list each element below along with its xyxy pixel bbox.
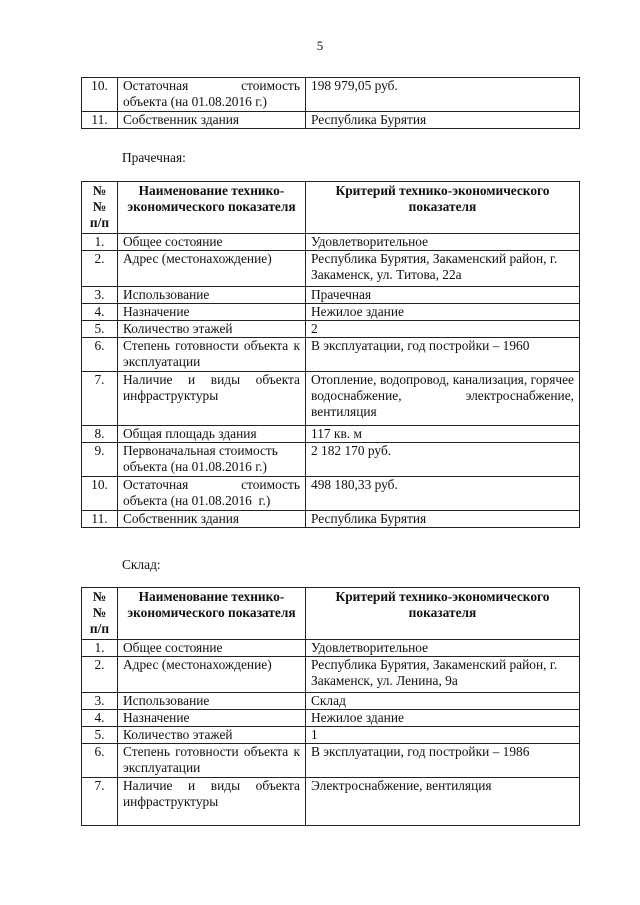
row-number: 3. [82,287,118,304]
row-value: Склад [306,693,580,710]
row-number: 8. [82,426,118,443]
header-number: №№ п/п [82,182,118,234]
row-name-part: стоимость [241,477,300,492]
row-value: Нежилое здание [306,710,580,727]
row-name-part: стоимость [241,78,300,93]
header-name: Наименование технико-экономического показателя [118,182,306,234]
warehouse-table [81,587,580,826]
table-row [82,744,580,778]
row-name [118,78,306,112]
row-value: 2 [306,321,580,338]
row-name: Общая площадь здания [118,426,306,443]
section-heading-warehouse: Склад: [122,557,161,572]
header-name: Наименование технико-экономического показателя [118,588,306,640]
table-row [82,443,580,477]
row-number: 10. [82,78,118,112]
row-name-part: Остаточная [123,477,189,492]
row-number: 2. [82,251,118,287]
row-value: Республика Бурятия, Закаменский район, г. Закаменск, ул. Ленина, 9а [306,657,580,693]
row-name: Собственник здания [118,112,306,129]
row-name: Собственник здания [118,511,306,528]
row-value: В эксплуатации, год постройки – 1960 [306,338,580,372]
row-number: 4. [82,304,118,321]
row-value: 117 кв. м [306,426,580,443]
table-row [82,778,580,826]
row-name: Адрес (местонахождение) [118,251,306,287]
row-value: Республика Бурятия [306,511,580,528]
row-number: 5. [82,727,118,744]
row-name: Общее состояние [118,640,306,657]
table-row [82,511,580,528]
table-row [82,251,580,287]
row-name-part: объекта (на 01.08.2016 г.) [123,493,271,508]
table-row [82,78,580,112]
row-number: 7. [82,778,118,826]
row-name [118,477,306,511]
continuation-table [81,77,580,129]
table-row [82,640,580,657]
row-name: Общее состояние [118,234,306,251]
header-value: Критерий технико-экономического показателя [306,588,580,640]
row-name: Использование [118,287,306,304]
row-value: Нежилое здание [306,304,580,321]
table-row [82,304,580,321]
row-number: 10. [82,477,118,511]
row-number: 2. [82,657,118,693]
row-value: 498 180,33 руб. [306,477,580,511]
row-number: 1. [82,234,118,251]
table-row [82,321,580,338]
row-number: 11. [82,112,118,129]
header-value: Критерий технико-экономического показателя [306,182,580,234]
row-value: 1 [306,727,580,744]
table-row [82,426,580,443]
table-header-row [82,182,580,234]
row-name: Назначение [118,710,306,727]
row-number: 1. [82,640,118,657]
row-name-part: Остаточная [123,78,189,93]
row-name: Использование [118,693,306,710]
row-number: 9. [82,443,118,477]
row-name: Первоначальная стоимость объекта (на 01.08.2016 г.) [118,443,306,477]
table-row [82,657,580,693]
laundry-table [81,181,580,528]
table-row [82,234,580,251]
table-row [82,287,580,304]
row-number: 4. [82,710,118,727]
row-name: Степень готовности объекта к эксплуатации [118,744,306,778]
row-value: В эксплуатации, год постройки – 1986 [306,744,580,778]
row-number: 6. [82,744,118,778]
table-row [82,710,580,727]
page-number: 5 [316,38,324,53]
table-row [82,727,580,744]
row-value: Электроснабжение, вентиляция [306,778,580,826]
row-name: Количество этажей [118,321,306,338]
row-number: 5. [82,321,118,338]
table-row [82,693,580,710]
row-value: Удовлетворительное [306,640,580,657]
row-value: 2 182 170 руб. [306,443,580,477]
row-number: 7. [82,372,118,426]
row-name: Назначение [118,304,306,321]
row-value: 198 979,05 руб. [306,78,580,112]
table-row [82,372,580,426]
section-heading-laundry: Прачечная: [122,150,186,165]
row-name: Количество этажей [118,727,306,744]
table-row [82,477,580,511]
row-name: Наличие и виды объекта инфраструктуры [118,372,306,426]
row-value: Республика Бурятия, Закаменский район, г. Закаменск, ул. Титова, 22а [306,251,580,287]
row-value: Республика Бурятия [306,112,580,129]
row-number: 6. [82,338,118,372]
row-name-part: объекта (на 01.08.2016 г.) [123,94,267,109]
row-value: Отопление, водопровод, канализация, горячее водоснабжение, электроснабжение, вентиляция [306,372,580,426]
row-value: Удовлетворительное [306,234,580,251]
row-number: 11. [82,511,118,528]
row-name: Степень готовности объекта к эксплуатации [118,338,306,372]
row-number: 3. [82,693,118,710]
header-number: №№ п/п [82,588,118,640]
table-row [82,112,580,129]
row-value: Прачечная [306,287,580,304]
table-row [82,338,580,372]
row-name: Наличие и виды объекта инфраструктуры [118,778,306,826]
row-name: Адрес (местонахождение) [118,657,306,693]
table-header-row [82,588,580,640]
